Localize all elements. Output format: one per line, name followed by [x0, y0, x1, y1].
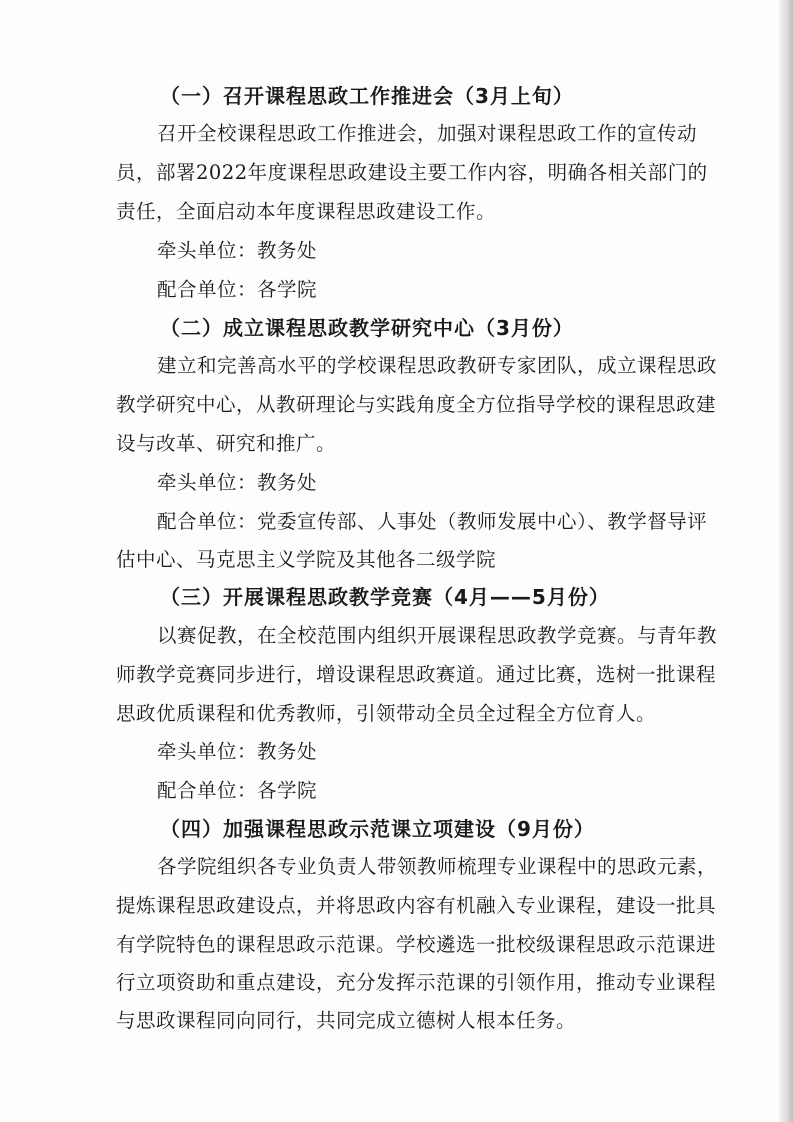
section-1-lead-unit: 牵头单位：教务处	[157, 239, 318, 262]
section-4-heading: （四）加强课程思政示范课立项建设（9月份）	[160, 817, 595, 841]
section-2-coop-unit-line-2: 估中心、马克思主义学院及其他各二级学院	[116, 548, 497, 571]
section-1-heading: （一）召开课程思政工作推进会（3月上旬）	[160, 84, 574, 108]
section-1-body-line-1: 召开全校课程思政工作推进会，加强对课程思政工作的宣传动	[157, 122, 698, 145]
section-4-body-line-4: 行立项资助和重点建设，充分发挥示范课的引领作用，推动专业课程	[116, 971, 717, 994]
section-4-body-line-3: 有学院特色的课程思政示范课。学校遴选一批校级课程思政示范课进	[116, 933, 717, 956]
section-2-lead-unit: 牵头单位：教务处	[157, 471, 318, 494]
scan-edge-shadow	[779, 0, 793, 1122]
section-3-body-line-2: 师教学竞赛同步进行，增设课程思政赛道。通过比赛，选树一批课程	[116, 663, 717, 686]
section-2-body-line-1: 建立和完善高水平的学校课程思政教研专家团队，成立课程思政	[157, 354, 718, 377]
section-4-body-line-5: 与思政课程同向同行，共同完成立德树人根本任务。	[116, 1009, 577, 1032]
section-2-body-line-2: 教学研究中心，从教研理论与实践角度全方位指导学校的课程思政建	[116, 393, 717, 416]
section-4-body-line-1: 各学院组织各专业负责人带领教师梳理专业课程中的思政元素，	[157, 855, 718, 878]
section-3-coop-unit: 配合单位：各学院	[157, 779, 318, 802]
section-3-heading: （三）开展课程思政教学竞赛（4月——5月份）	[160, 585, 610, 609]
section-3-body-line-1: 以赛促教，在全校范围内组织开展课程思政教学竞赛。与青年教	[157, 624, 718, 647]
section-1-body-line-3: 责任，全面启动本年度课程思政建设工作。	[116, 200, 497, 223]
section-3-lead-unit: 牵头单位：教务处	[157, 740, 318, 763]
section-1-coop-unit: 配合单位：各学院	[157, 278, 318, 301]
section-4-body-line-2: 提炼课程思政建设点，并将思政内容有机融入专业课程，建设一批具	[116, 894, 717, 917]
section-2-coop-unit-line-1: 配合单位：党委宣传部、人事处（教师发展中心）、教学督导评	[157, 510, 708, 533]
section-2-heading: （二）成立课程思政教学研究中心（3月份）	[160, 316, 574, 340]
section-2-body-line-3: 设与改革、研究和推广。	[116, 432, 337, 455]
section-1-body-line-2: 员，部署2022年度课程思政建设主要工作内容，明确各相关部门的	[116, 161, 708, 184]
section-3-body-line-3: 思政优质课程和优秀教师，引领带动全员全过程全方位育人。	[116, 702, 657, 725]
